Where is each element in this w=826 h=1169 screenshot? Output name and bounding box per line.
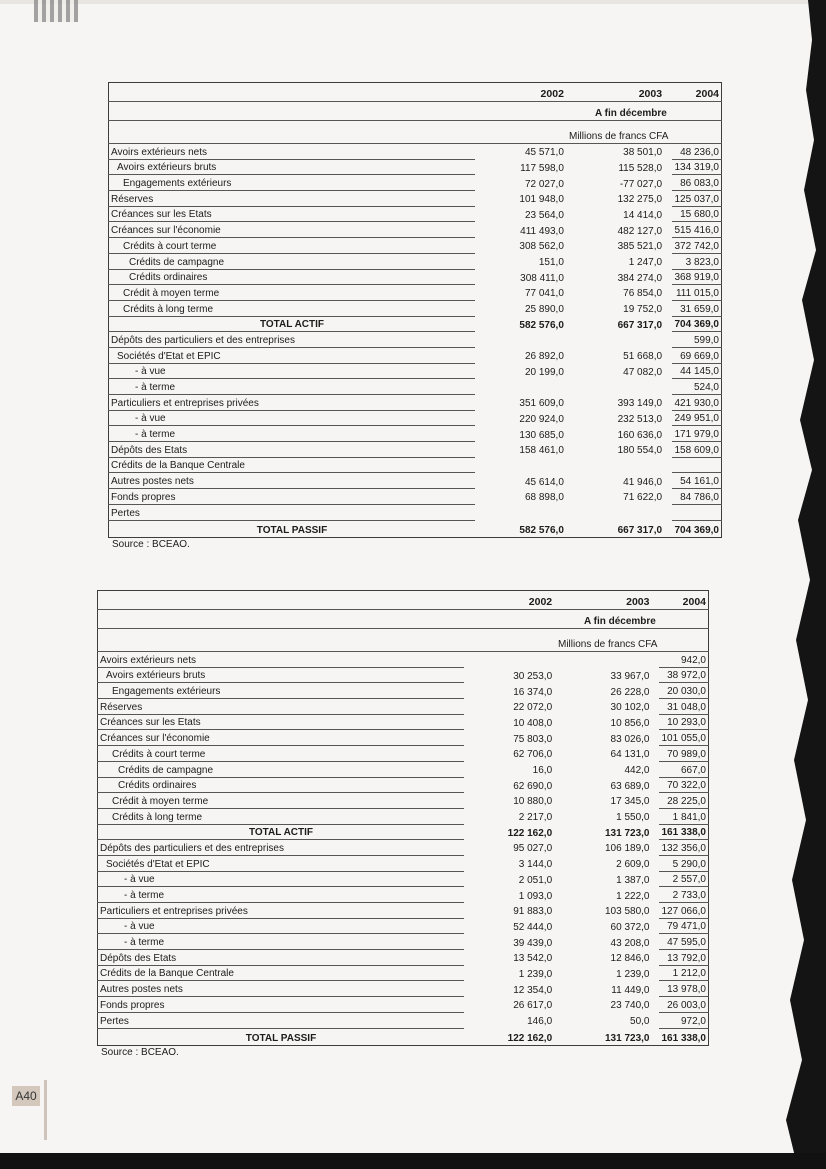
value-2004: 28 225,0 [659, 793, 708, 809]
value-2002: 39 439,0 [513, 937, 553, 949]
value-2003 [570, 457, 672, 473]
table-row [98, 793, 709, 809]
value-2003: 160 636,0 [617, 429, 663, 441]
value-2002: 308 562,0 [519, 241, 564, 253]
row-label: Crédits ordinaires [98, 777, 465, 793]
table-row [98, 903, 709, 919]
value-2003: 482 127,0 [617, 225, 663, 237]
value-2002: 91 883,0 [513, 906, 553, 918]
table-row [98, 950, 709, 966]
value-2003: 1 239,0 [616, 968, 650, 980]
table-row [109, 332, 722, 348]
value-2002: 16,0 [532, 765, 553, 776]
value-2004: 79 471,0 [659, 918, 708, 934]
table-row [98, 965, 709, 981]
value-2002: 26 892,0 [524, 351, 564, 363]
value-2002: 75 803,0 [513, 733, 553, 745]
top-edge [0, 0, 826, 4]
value-2002: 45 571,0 [524, 147, 564, 159]
value-2004: 368 919,0 [672, 269, 721, 285]
table-row [98, 746, 709, 762]
value-2003: 2 609,0 [616, 859, 650, 871]
value-2003: 41 946,0 [623, 476, 663, 488]
row-label: Crédits de la Banque Centrale [109, 457, 476, 473]
value-2002: 351 609,0 [519, 398, 564, 410]
row-label: Avoirs extérieurs nets [98, 652, 465, 668]
row-label: Engagements extérieurs [98, 683, 465, 699]
value-2004: 70 322,0 [659, 777, 708, 793]
value-2002: 45 614,0 [524, 476, 564, 488]
value-2002: 22 072,0 [513, 702, 553, 714]
table-row [109, 191, 722, 207]
value-2002: 220 924,0 [519, 413, 564, 425]
row-label: Sociétés d'Etat et EPIC [98, 855, 465, 871]
row-label: Crédits de campagne [109, 253, 476, 269]
period-label: A fin décembre [475, 102, 672, 121]
page-number: A40 [12, 1086, 40, 1106]
value-2004: 111 015,0 [672, 285, 721, 301]
value-2004: 13 978,0 [659, 981, 708, 997]
row-label: Avoirs extérieurs nets [109, 144, 476, 160]
row-label: Dépôts des particuliers et des entreprises [109, 332, 476, 348]
table-row [109, 395, 722, 411]
value-2003: 393 149,0 [617, 398, 663, 410]
row-label: Sociétés d'Etat et EPIC [109, 347, 476, 363]
value-2002: 101 948,0 [519, 194, 564, 206]
value-2004: 2 557,0 [659, 871, 708, 887]
table-row [98, 934, 709, 950]
table-row [98, 1028, 709, 1045]
unit-label: Millions de francs CFA [464, 629, 659, 652]
value-2004: 372 742,0 [672, 238, 721, 254]
value-2003: 1 387,0 [616, 874, 650, 886]
table-row [109, 410, 722, 426]
row-label: Crédit à moyen terme [98, 793, 465, 809]
table-row [109, 457, 722, 473]
table-row [109, 285, 722, 301]
value-2004: 48 236,0 [672, 144, 721, 160]
value-2002: 158 461,0 [519, 445, 564, 457]
torn-page-edge [756, 0, 826, 1169]
table-row [109, 222, 722, 238]
value-2002: 122 162,0 [464, 1028, 558, 1045]
value-2002: 16 374,0 [513, 686, 553, 698]
row-label: TOTAL PASSIF [98, 1028, 465, 1045]
value-2002 [475, 457, 570, 473]
value-2003: 11 449,0 [611, 984, 650, 996]
row-label: Avoirs extérieurs bruts [98, 667, 465, 683]
scan-bottom-edge [0, 1153, 826, 1169]
source-note: Source : BCEAO. [112, 538, 190, 550]
value-2003: 38 501,0 [623, 147, 663, 159]
year-2003: 2003 [570, 83, 672, 102]
table-row [98, 997, 709, 1013]
table-row [109, 316, 722, 332]
value-2003: 43 208,0 [610, 937, 650, 949]
value-2004: 3 823,0 [672, 253, 721, 269]
value-2002: 12 354,0 [513, 984, 553, 996]
table-row [98, 777, 709, 793]
row-label: TOTAL ACTIF [98, 824, 465, 840]
value-2003: 1 247,0 [628, 257, 663, 268]
row-label: Autres postes nets [98, 981, 465, 997]
value-2004: 5 290,0 [659, 855, 708, 871]
value-2004: 47 595,0 [659, 934, 708, 950]
row-label: - à vue [98, 918, 465, 934]
row-label: Créances sur l'économie [98, 730, 465, 746]
value-2004: 15 680,0 [672, 206, 721, 222]
value-2003: 115 528,0 [618, 162, 663, 174]
value-2004: 524,0 [672, 379, 721, 395]
row-label: Engagements extérieurs [109, 175, 476, 191]
value-2002: 52 444,0 [513, 921, 553, 933]
value-2003: 180 554,0 [617, 445, 663, 457]
value-2004: 38 972,0 [659, 667, 708, 683]
row-label: Pertes [109, 504, 476, 520]
value-2002: 13 542,0 [513, 953, 553, 965]
value-2002: 62 690,0 [513, 780, 553, 792]
table-row [109, 473, 722, 489]
value-2004: 31 659,0 [672, 300, 721, 316]
table-row [98, 683, 709, 699]
table-row [109, 206, 722, 222]
value-2002: 68 898,0 [524, 492, 564, 504]
value-2003: 63 689,0 [610, 780, 650, 792]
value-2002: 2 051,0 [518, 874, 553, 886]
year-2004: 2004 [672, 83, 721, 102]
table-row [109, 426, 722, 442]
value-2004: 942,0 [659, 652, 708, 668]
row-label: Fonds propres [98, 997, 465, 1013]
table-row [98, 699, 709, 715]
row-label: Dépôts des particuliers et des entreprises [98, 840, 465, 856]
value-2003: 51 668,0 [623, 351, 663, 363]
table-row [109, 175, 722, 191]
balance-table-2 [97, 590, 709, 1058]
table-row [109, 269, 722, 285]
unit-label: Millions de francs CFA [475, 121, 672, 144]
value-2004: 54 161,0 [672, 473, 721, 489]
value-2003: 1 550,0 [616, 812, 650, 824]
row-label: Crédits de la Banque Centrale [98, 965, 465, 981]
table-row [98, 824, 709, 840]
value-2003: 64 131,0 [610, 749, 650, 761]
value-2004: 667,0 [659, 761, 708, 777]
value-2003: 19 752,0 [623, 304, 663, 316]
row-label: Créances sur les Etats [109, 206, 476, 222]
value-2004: 599,0 [672, 332, 721, 348]
value-2003: 76 854,0 [623, 288, 663, 300]
row-label: Autres postes nets [109, 473, 476, 489]
value-2003: -77 027,0 [619, 178, 663, 190]
row-label: Crédits ordinaires [109, 269, 476, 285]
value-2002: 2 217,0 [518, 812, 553, 824]
value-2004: 20 030,0 [659, 683, 708, 699]
table-row [98, 981, 709, 997]
value-2003: 385 521,0 [617, 241, 663, 253]
value-2002: 10 408,0 [513, 717, 553, 729]
value-2002: 95 027,0 [513, 843, 553, 855]
value-2003: 132 275,0 [617, 194, 663, 206]
value-2002 [475, 504, 570, 520]
value-2004: 161 338,0 [659, 824, 708, 840]
table-row [109, 159, 722, 175]
value-2002: 582 576,0 [475, 520, 570, 537]
value-2003: 33 967,0 [610, 670, 650, 682]
value-2004: 972,0 [659, 1012, 708, 1028]
value-2004: 86 083,0 [672, 175, 721, 191]
value-2003: 83 026,0 [610, 733, 650, 745]
value-2003 [558, 652, 659, 668]
value-2003: 12 846,0 [610, 953, 650, 965]
value-2004: 161 338,0 [659, 1028, 708, 1045]
table-row [109, 300, 722, 316]
value-2003: 667 317,0 [570, 520, 672, 537]
value-2004: 125 037,0 [672, 191, 721, 207]
value-2002: 3 144,0 [518, 859, 553, 871]
value-2002: 130 685,0 [519, 429, 564, 441]
value-2004: 134 319,0 [672, 159, 721, 175]
row-label: Crédit à moyen terme [109, 285, 476, 301]
row-label: TOTAL ACTIF [109, 316, 476, 332]
row-label: TOTAL PASSIF [109, 520, 476, 537]
row-label: Crédits de campagne [98, 761, 465, 777]
table-row [109, 442, 722, 458]
value-2004: 127 066,0 [659, 903, 708, 919]
value-2004: 26 003,0 [659, 997, 708, 1013]
row-label: Réserves [98, 699, 465, 715]
value-2003: 23 740,0 [610, 1000, 650, 1012]
value-2002: 20 199,0 [524, 366, 564, 378]
value-2004: 44 145,0 [672, 363, 721, 379]
table-row [98, 887, 709, 903]
table-row [109, 253, 722, 269]
value-2003: 131 723,0 [558, 1028, 659, 1045]
row-label: Particuliers et entreprises privées [98, 903, 465, 919]
value-2002 [475, 379, 570, 395]
value-2004: 421 930,0 [672, 395, 721, 411]
table-row [109, 489, 722, 505]
table-row [98, 918, 709, 934]
margin-bar [44, 1080, 47, 1140]
value-2002: 62 706,0 [513, 749, 553, 761]
value-2004: 84 786,0 [672, 489, 721, 505]
row-label: Crédits à court terme [98, 746, 465, 762]
row-label: Dépôts des Etats [109, 442, 476, 458]
table-body-1 [109, 83, 722, 538]
source-note: Source : BCEAO. [101, 1046, 179, 1058]
value-2002: 77 041,0 [524, 288, 564, 300]
year-2003: 2003 [558, 591, 659, 610]
value-2003: 17 345,0 [610, 796, 650, 808]
table-row [109, 379, 722, 395]
value-2003: 131 723,0 [604, 827, 650, 839]
value-2004 [672, 457, 721, 473]
value-2004: 31 048,0 [659, 699, 708, 715]
value-2003: 442,0 [624, 765, 650, 776]
value-2002: 25 890,0 [524, 304, 564, 316]
value-2002: 1 239,0 [518, 968, 553, 980]
value-2003: 30 102,0 [610, 702, 650, 714]
table-row [98, 855, 709, 871]
value-2004: 13 792,0 [659, 950, 708, 966]
year-2002: 2002 [475, 83, 570, 102]
row-label: - à vue [109, 363, 476, 379]
table-row [109, 238, 722, 254]
table-row [109, 363, 722, 379]
value-2004: 1 841,0 [659, 808, 708, 824]
value-2003: 47 082,0 [623, 366, 663, 378]
table-row [98, 652, 709, 668]
value-2004: 69 669,0 [672, 347, 721, 363]
table-row [109, 504, 722, 520]
value-2003: 14 414,0 [623, 209, 663, 221]
row-label: - à terme [98, 887, 465, 903]
value-2003: 50,0 [630, 1016, 650, 1027]
value-2003: 10 856,0 [610, 717, 650, 729]
table-row [98, 808, 709, 824]
row-label: Réserves [109, 191, 476, 207]
value-2003: 103 580,0 [604, 906, 650, 918]
value-2002: 411 493,0 [520, 225, 564, 237]
value-2003: 106 189,0 [604, 843, 650, 855]
value-2004: 1 212,0 [659, 965, 708, 981]
value-2004: 132 356,0 [659, 840, 708, 856]
value-2003: 384 274,0 [617, 272, 663, 284]
value-2002: 308 411,0 [520, 272, 564, 284]
value-2004: 2 733,0 [659, 887, 708, 903]
table-row [109, 347, 722, 363]
value-2004: 171 979,0 [672, 426, 721, 442]
value-2004: 249 951,0 [672, 410, 721, 426]
period-label: A fin décembre [464, 610, 659, 629]
row-label: - à terme [98, 934, 465, 950]
table-row [98, 840, 709, 856]
value-2004: 70 989,0 [659, 746, 708, 762]
value-2003 [570, 504, 672, 520]
row-label: Avoirs extérieurs bruts [109, 159, 476, 175]
row-label: Fonds propres [109, 489, 476, 505]
row-label: - à vue [109, 410, 476, 426]
row-label: Crédits à court terme [109, 238, 476, 254]
table-row [98, 871, 709, 887]
value-2003: 26 228,0 [610, 686, 650, 698]
value-2002: 117 598,0 [520, 162, 564, 174]
row-label: Crédits à long terme [109, 300, 476, 316]
value-2004: 515 416,0 [672, 222, 721, 238]
table-row [109, 520, 722, 537]
value-2002 [475, 332, 570, 348]
row-label: - à terme [109, 379, 476, 395]
value-2003: 71 622,0 [623, 492, 663, 504]
value-2003: 667 317,0 [617, 319, 663, 331]
value-2004: 101 055,0 [659, 730, 708, 746]
value-2002: 72 027,0 [524, 178, 564, 190]
row-label: - à terme [109, 426, 476, 442]
row-label: Dépôts des Etats [98, 950, 465, 966]
value-2002 [464, 652, 558, 668]
row-label: Créances sur l'économie [109, 222, 476, 238]
value-2004: 10 293,0 [659, 714, 708, 730]
value-2002: 582 576,0 [519, 319, 564, 331]
value-2002: 151,0 [538, 257, 564, 268]
value-2003: 60 372,0 [610, 921, 650, 933]
value-2002: 26 617,0 [513, 1000, 553, 1012]
table-row [98, 1012, 709, 1028]
row-label: Crédits à long terme [98, 808, 465, 824]
value-2002: 1 093,0 [518, 890, 553, 902]
row-label: Pertes [98, 1012, 465, 1028]
value-2004: 158 609,0 [672, 442, 721, 458]
balance-table-1 [108, 82, 722, 550]
value-2004 [672, 504, 721, 520]
table-row [98, 714, 709, 730]
value-2004: 704 369,0 [672, 316, 721, 332]
value-2003 [570, 332, 672, 348]
value-2003: 232 513,0 [617, 413, 663, 425]
value-2002: 122 162,0 [507, 827, 553, 839]
row-label: - à vue [98, 871, 465, 887]
year-2004: 2004 [659, 591, 708, 610]
value-2003 [570, 379, 672, 395]
row-label: Créances sur les Etats [98, 714, 465, 730]
table-row [109, 144, 722, 160]
value-2004: 704 369,0 [672, 520, 721, 537]
row-label: Particuliers et entreprises privées [109, 395, 476, 411]
value-2003: 1 222,0 [616, 890, 650, 902]
table-row [98, 667, 709, 683]
value-2002: 146,0 [527, 1016, 553, 1027]
table-body-2 [98, 591, 709, 1046]
year-2002: 2002 [464, 591, 558, 610]
value-2002: 10 880,0 [513, 796, 553, 808]
scan-marks [34, 0, 78, 22]
table-row [98, 761, 709, 777]
value-2002: 30 253,0 [513, 670, 553, 682]
table-row [98, 730, 709, 746]
value-2002: 23 564,0 [524, 209, 564, 221]
